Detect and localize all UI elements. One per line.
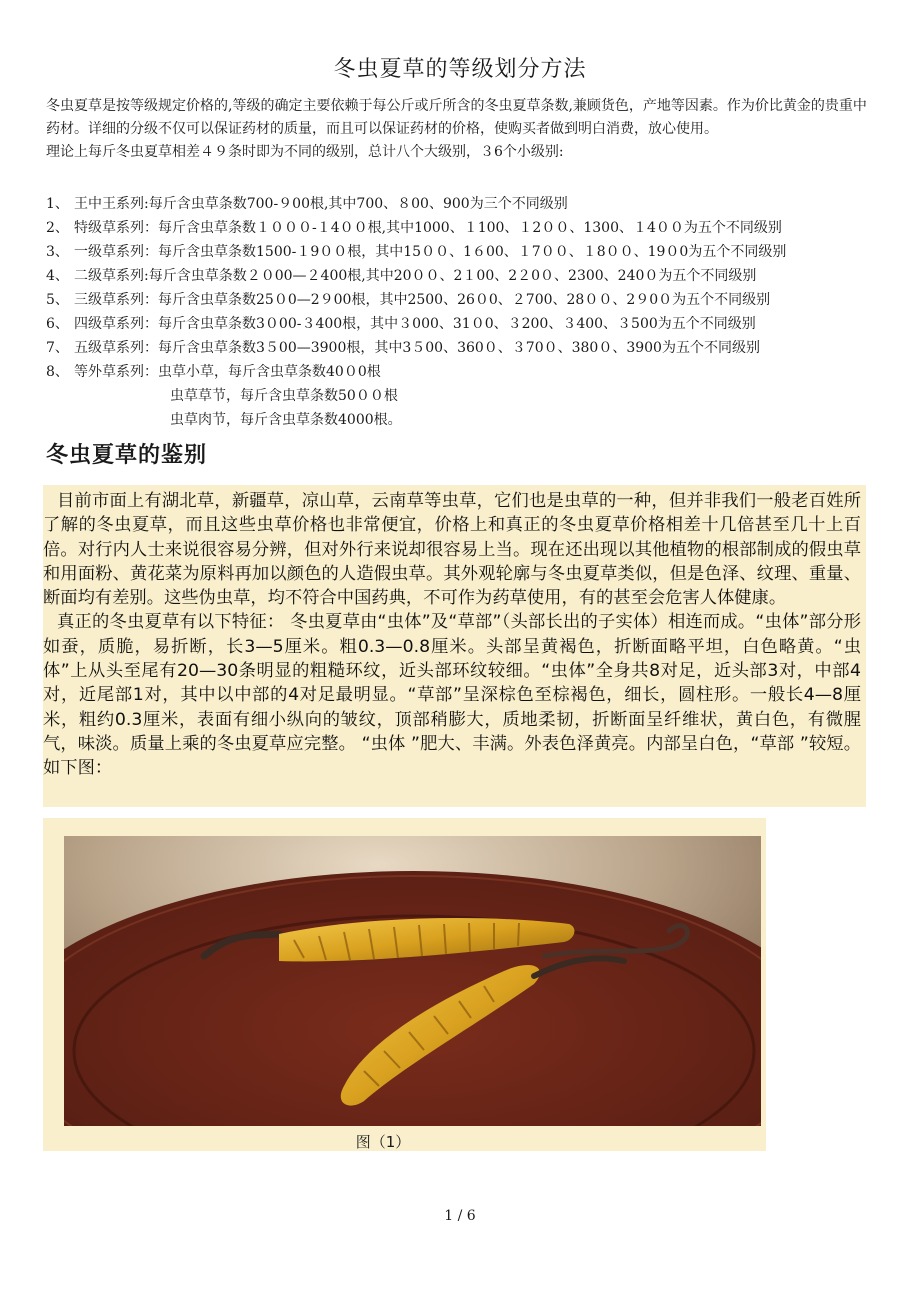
list-item — [46, 192, 872, 216]
list-item — [46, 312, 872, 336]
identification-paragraph: 目前市面上有湖北草，新疆草，凉山草，云南草等虫草，它们也是虫草的一种，但并非我们一般老百姓所了解的冬虫夏草，而且这些虫草价格也非常便宜，价格上和真正的冬虫夏草价格相差十几倍甚至几十上百倍。对行内人士来说很容易分辨，但对外行来说却很容易上当。现在还出现以其他植物的根部制成的假虫草和用面粉、黄花菜为原料再加以颜色的人造假虫草。其外观轮廓与冬虫夏草类似，但是色泽、纹理、重量、断面均有差别。这些伪虫草，均不符合中国药典，不可作为药草使用，有的甚至会危害人体健康。 — [43, 491, 861, 609]
list-text: 一级草系列：每斤含虫草条数1500-１9００根，其中15００、1６00、１7００、１8００、19０0为五个不同级别 — [74, 244, 787, 260]
list-text: 三级草系列：每斤含虫草条数25０0—2９00根，其中2500、26０0、２700、28００、2９0０为五个不同级别 — [74, 292, 771, 308]
identification-paragraph: 真正的冬虫夏草有以下特征： 冬虫夏草由“虫体”及“草部”（头部长出的子实体）相连而成。“虫体”部分形如蚕，质脆，易折断，长3—5厘米。粗0.3—0.8厘米。头部呈黄褐色，折断面略平坦，白色略黄。“虫体”上从头至尾有20—30条明显的粗糙环纹，近头部环纹较细。“虫体”全身共8对足，近头部3对，中部4对，近尾部1对，其中以中部的4对足最明显。“草部”呈深棕色至棕褐色，细长，圆柱形。一般长4—8厘米，粗约0.3厘米，表面有细小纵向的皱纹，顶部稍膨大，质地柔韧，折断面呈纤维状，黄白色，有微腥气，味淡。质量上乘的冬虫夏草应完整。 “虫体 ”肥大、丰满。外表色泽黄亮。内部呈白色，“草部 ”较短。如下图： — [43, 612, 861, 779]
page-title: 冬虫夏草的等级划分方法 — [333, 57, 587, 82]
list-subitem: 虫草肉节，每斤含虫草条数4000根。 — [170, 412, 402, 428]
list-number: 7、 — [46, 340, 69, 356]
figure-box — [43, 818, 766, 1151]
cordyceps-photo — [64, 836, 761, 1126]
list-item — [46, 336, 872, 360]
list-item — [46, 216, 872, 240]
list-number: 4、 — [46, 268, 69, 284]
section-heading: 冬虫夏草的鉴别 — [46, 443, 208, 468]
list-text: 四级草系列：每斤含虫草条数3０00-３400根，其中３000、31０0、３200、３400、３500为五个不同级别 — [74, 316, 756, 332]
list-number: 3、 — [46, 244, 69, 260]
list-item — [46, 264, 872, 288]
list-subitem: 虫草草节，每斤含虫草条数50００根 — [170, 388, 398, 404]
list-item — [46, 240, 872, 264]
page-number: 1 / 6 — [444, 1208, 476, 1224]
list-text: 王中王系列:每斤含虫草条数700-９00根,其中700、８00、900为三个不同级别 — [74, 196, 568, 212]
list-text: 特级草系列：每斤含虫草条数１０００-１4００根,其中1000、１100、１2００、1300、１4００为五个不同级别 — [74, 220, 782, 236]
list-number: 5、 — [46, 292, 69, 308]
intro-paragraph: 冬虫夏草是按等级规定价格的,等级的确定主要依赖于每公斤或斤所含的冬虫夏草条数,兼顾货色，产地等因素。作为价比黄金的贵重中药材。详细的分级不仅可以保证药材的质量，而且可以保证药材的价格，使购买者做到明白消费，放心使用。 — [46, 98, 867, 137]
list-text: 二级草系列:每斤含虫草条数２０00—２400根,其中20００、2１00、2２0０、2300、240０为五个不同级别 — [74, 268, 757, 284]
list-number: 8、 — [46, 364, 69, 380]
identification-box — [43, 485, 866, 807]
list-text: 五级草系列：每斤含虫草条数3５00—3900根，其中3５00、360０、３70０、380０、3900为五个不同级别 — [74, 340, 760, 356]
list-text: 等外草系列：虫草小草，每斤含虫草条数40０0根 — [74, 364, 381, 380]
list-number: 6、 — [46, 316, 69, 332]
intro-section — [46, 95, 872, 164]
grade-list — [46, 192, 872, 432]
intro-summary: 理论上每斤冬虫夏草相差４９条时即为不同的级别，总计八个大级别，３6个小级别: — [46, 144, 564, 160]
list-item — [46, 288, 872, 312]
list-item — [46, 360, 872, 384]
figure-caption: 图（1） — [355, 1133, 411, 1151]
list-number: 2、 — [46, 220, 69, 236]
list-number: 1、 — [46, 196, 69, 212]
